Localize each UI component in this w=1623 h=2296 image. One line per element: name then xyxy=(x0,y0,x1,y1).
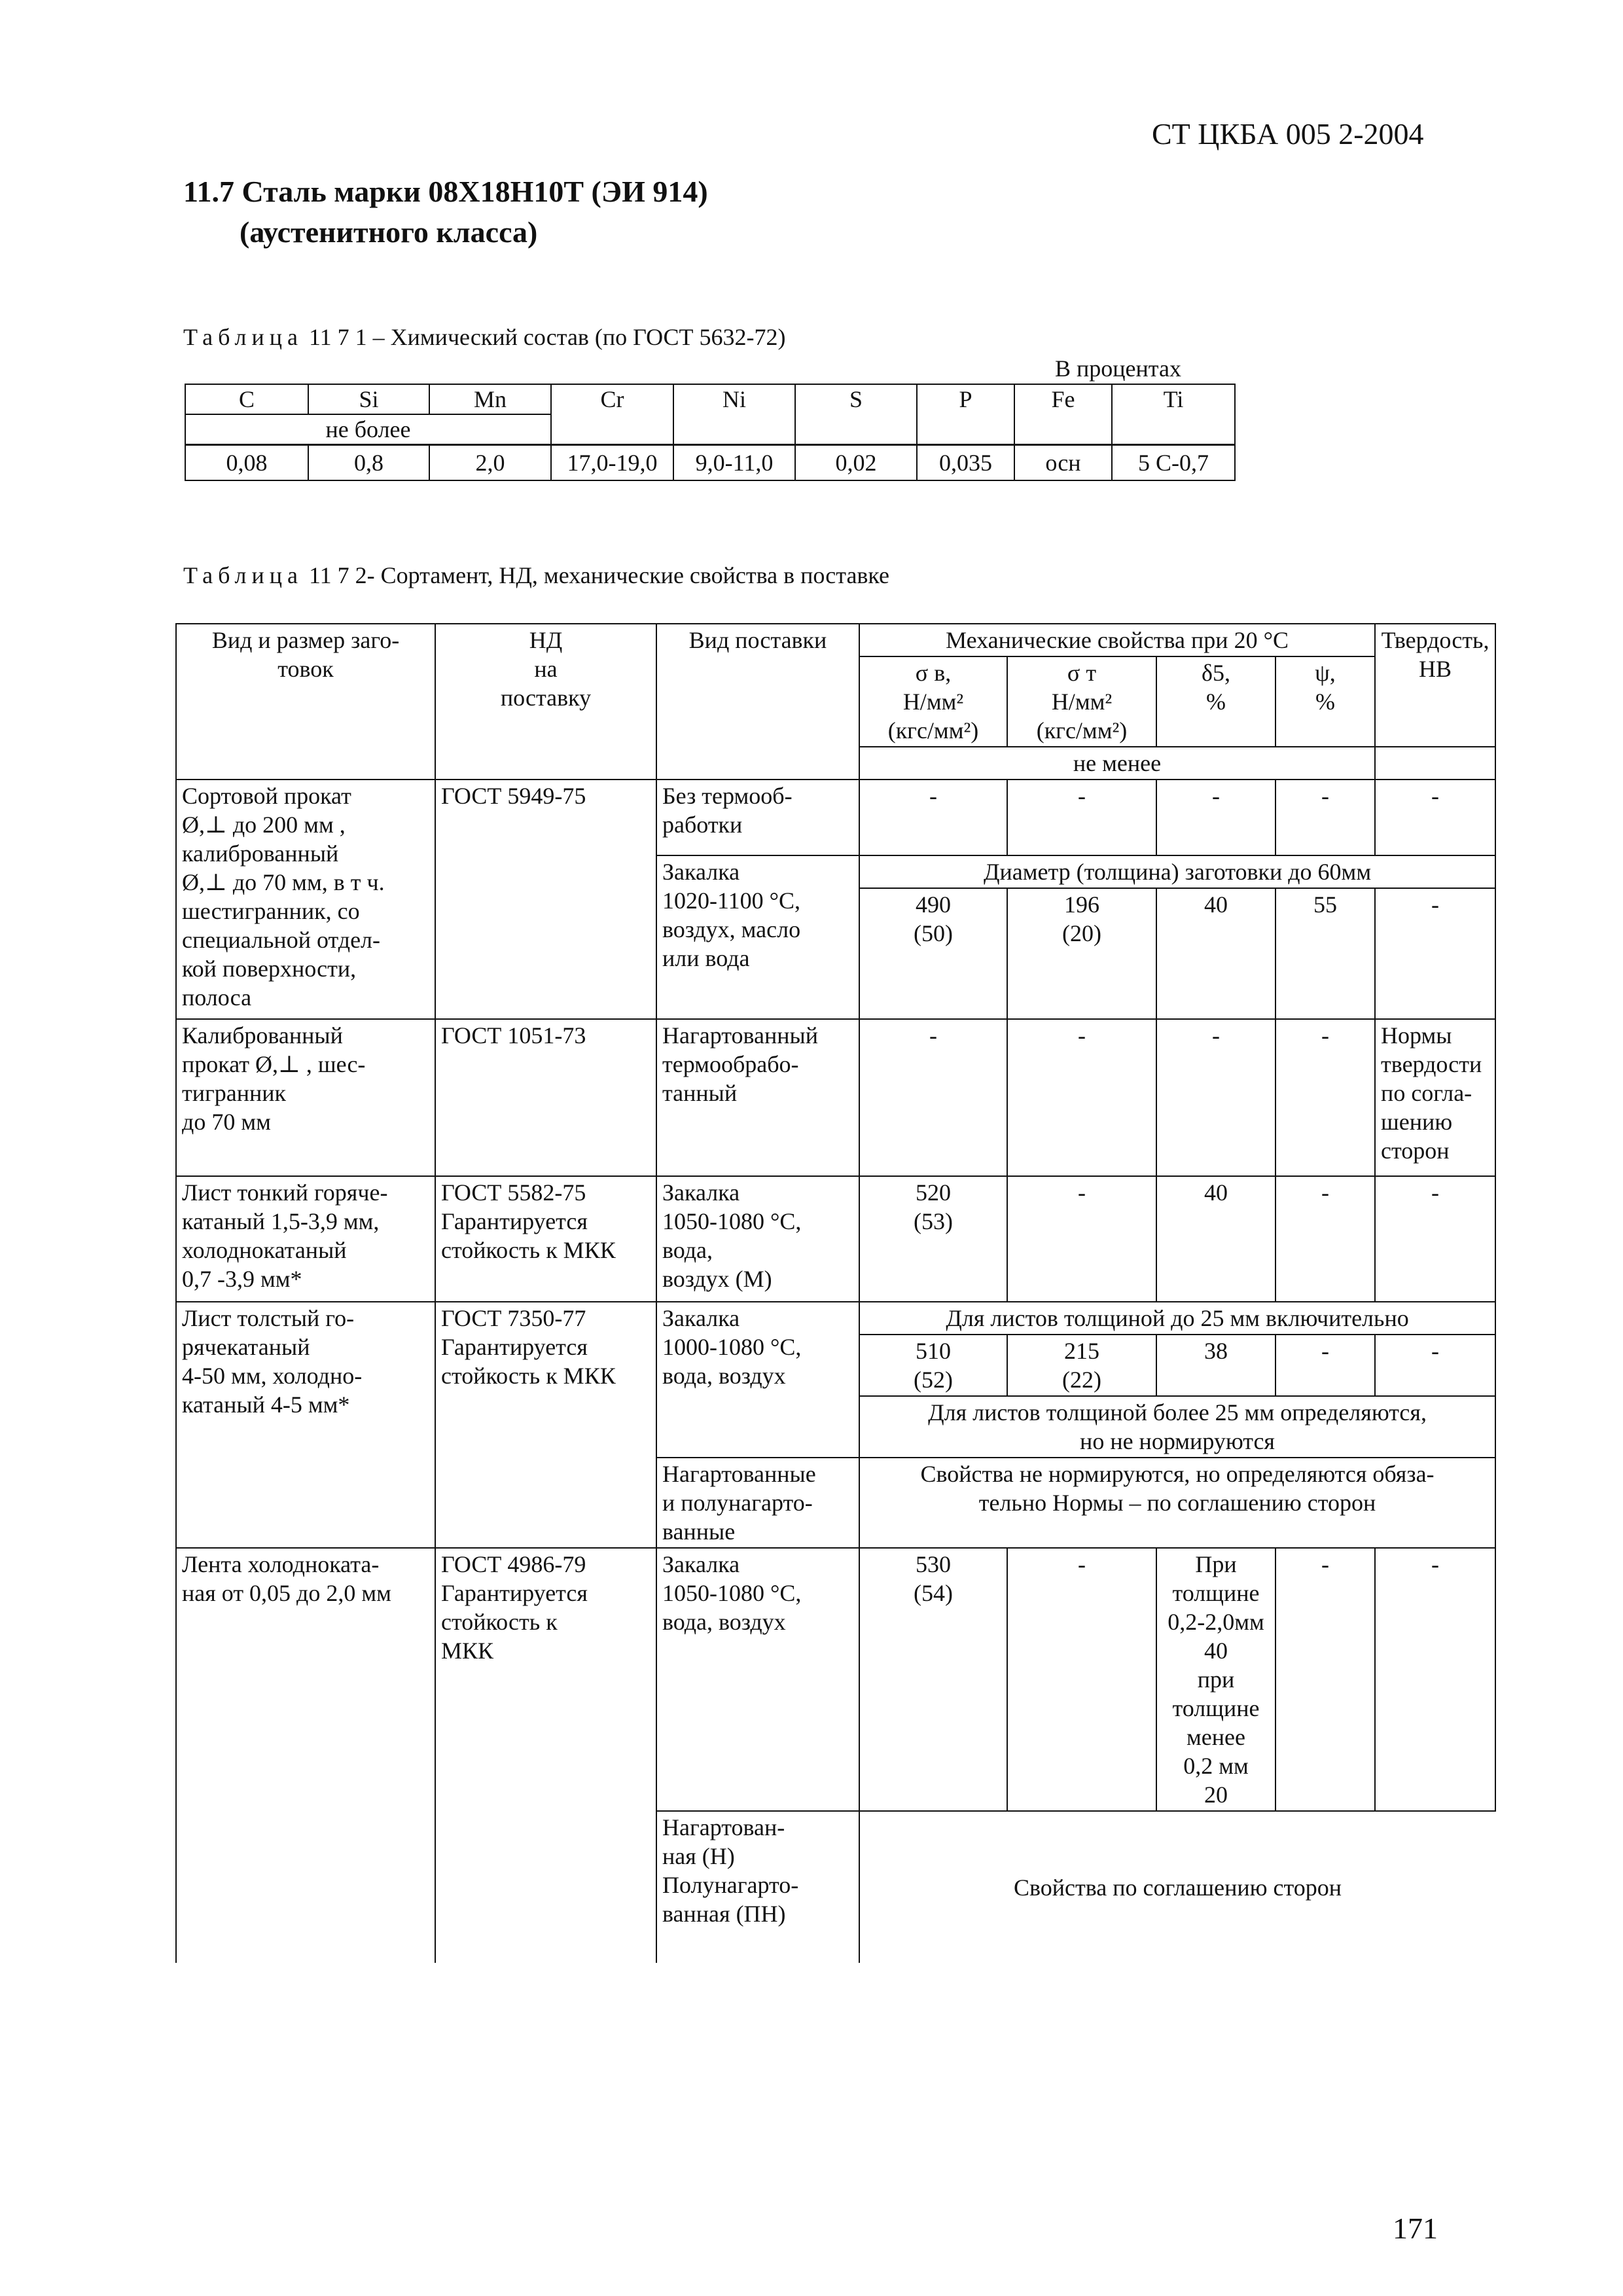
row5-hb: - xyxy=(1375,1548,1495,1811)
row1-d2-sigma-t xyxy=(1007,888,1156,1019)
cell-text: танный xyxy=(662,1080,738,1106)
cell-text: 4-50 мм, холодно- xyxy=(182,1363,363,1389)
row3-delivery xyxy=(656,1176,859,1302)
cell-text: специальной отдел- xyxy=(182,927,380,953)
cell-text: 1020-1100 °С, xyxy=(662,888,801,914)
row1-kind xyxy=(176,780,435,1019)
row4-delta: 38 xyxy=(1156,1335,1275,1396)
table1-col-header: S xyxy=(795,384,917,445)
table1-col-header: Cr xyxy=(551,384,673,445)
header-mech-props: Механические свойства при 20 °С xyxy=(859,624,1375,656)
row2-nd: ГОСТ 1051-73 xyxy=(435,1019,656,1176)
cell-text: 1000-1080 °С, xyxy=(662,1334,802,1360)
table1-col-header: Fe xyxy=(1014,384,1112,445)
cell-text: ная от 0,05 до 2,0 мм xyxy=(182,1580,391,1606)
cell-text: ГОСТ 7350-77 xyxy=(441,1305,586,1331)
cell-text: до 70 мм xyxy=(182,1109,271,1135)
cell-text: Ø,⊥ до 70 мм, в т ч. xyxy=(182,869,385,895)
table-row xyxy=(176,1548,1495,1811)
row5-delivery2 xyxy=(656,1811,859,1963)
row3-hb: - xyxy=(1375,1176,1495,1302)
cell-text: МКК xyxy=(441,1638,494,1664)
row3-delta: 40 xyxy=(1156,1176,1275,1302)
cell-text: 20 xyxy=(1204,1782,1228,1808)
section-title-line2: (аустенитного класса) xyxy=(240,215,538,249)
cell-text: полоса xyxy=(182,984,252,1011)
cell-text: вода, xyxy=(662,1237,713,1263)
table1-values-row xyxy=(185,445,1235,481)
table1-value: 0,02 xyxy=(795,445,917,481)
table1-value: 5 С-0,7 xyxy=(1112,445,1235,481)
row3-sigma-b xyxy=(859,1176,1007,1302)
header-text: (кгс/мм²) xyxy=(887,717,979,744)
cell-text: тигранник xyxy=(182,1080,287,1106)
header-delta xyxy=(1156,656,1275,747)
row4-thick-note xyxy=(859,1396,1495,1458)
row1-d2-hb: - xyxy=(1375,888,1495,1019)
cell-text: 196 xyxy=(1064,891,1099,918)
cell-text: кой поверхности, xyxy=(182,956,357,982)
table1-col-header: С xyxy=(185,384,308,414)
row1-d2-sigma-b xyxy=(859,888,1007,1019)
row5-sigma-b xyxy=(859,1548,1007,1811)
table1-caption-text: 11 7 1 – Химический состав (по ГОСТ 5632-72) xyxy=(302,324,786,350)
cell-text: ванная (ПН) xyxy=(662,1901,786,1927)
table1-col-header: Ni xyxy=(673,384,795,445)
cell-text: калиброванный xyxy=(182,840,339,867)
cell-text: воздух, масло xyxy=(662,916,801,942)
cell-text: воздух (М) xyxy=(662,1266,772,1292)
row1-psi: - xyxy=(1275,780,1375,855)
cell-text: ГОСТ 5582-75 xyxy=(441,1179,586,1206)
table1-unit: В процентах xyxy=(1055,355,1181,382)
page-number: 171 xyxy=(1393,2212,1438,2245)
table2-caption-text: 11 7 2- Сортамент, НД, механические свойства в поставке xyxy=(302,562,889,588)
cell-text: Сортовой прокат xyxy=(182,783,351,809)
document-code: СТ ЦКБА 005 2-2004 xyxy=(1152,117,1424,151)
header-empty xyxy=(1375,747,1495,780)
header-text: Н/мм² xyxy=(1051,689,1113,715)
cell-text: Свойства не нормируются, но определяются обяза- xyxy=(920,1461,1435,1487)
header-text: (кгс/мм²) xyxy=(1036,717,1128,744)
header-text: НД xyxy=(529,627,563,653)
cell-text: Закалка xyxy=(662,1551,740,1577)
cell-text: катаный 4-5 мм* xyxy=(182,1391,350,1418)
header-sigma-t xyxy=(1007,656,1156,747)
header-text: Твердость, xyxy=(1381,627,1489,653)
row4-delivery1 xyxy=(656,1302,859,1458)
cell-text: рячекатаный xyxy=(182,1334,310,1360)
row4-d2-note xyxy=(859,1458,1495,1548)
cell-text: стойкость к xyxy=(441,1609,558,1635)
table1-col-header: P xyxy=(917,384,1014,445)
cell-text: 1050-1080 °С, xyxy=(662,1208,802,1234)
header-text: σ т xyxy=(1067,660,1097,686)
table1-col-header: Si xyxy=(308,384,429,414)
header-text: σ в, xyxy=(915,660,952,686)
header-text: Вид и размер заго- xyxy=(211,627,400,653)
row4-nd xyxy=(435,1302,656,1548)
table-row xyxy=(176,1302,1495,1335)
table1-value: 17,0-19,0 xyxy=(551,445,673,481)
row4-span-note: Для листов толщиной до 25 мм включительно xyxy=(859,1302,1495,1335)
cell-text: Без термооб- xyxy=(662,783,793,809)
row1-hb: - xyxy=(1375,780,1495,855)
cell-text: Гарантируется xyxy=(441,1334,588,1360)
cell-text: (53) xyxy=(914,1208,953,1234)
row2-psi: - xyxy=(1275,1019,1375,1176)
row2-delta: - xyxy=(1156,1019,1275,1176)
cell-text: твердости xyxy=(1381,1051,1482,1077)
cell-text: 0,2 мм xyxy=(1183,1753,1249,1779)
cell-text: 510 xyxy=(916,1338,951,1364)
row2-hb xyxy=(1375,1019,1495,1176)
row2-kind xyxy=(176,1019,435,1176)
header-delivery: Вид поставки xyxy=(656,624,859,780)
table1-subheader: не более xyxy=(185,414,551,445)
cell-text: 0,2-2,0мм xyxy=(1168,1609,1264,1635)
cell-text: Нормы xyxy=(1381,1022,1452,1049)
row4-psi: - xyxy=(1275,1335,1375,1396)
row1-span-note: Диаметр (толщина) заготовки до 60мм xyxy=(859,855,1495,888)
cell-text: ванные xyxy=(662,1518,736,1545)
table-row xyxy=(176,1176,1495,1302)
cell-text: Гарантируется xyxy=(441,1580,588,1606)
cell-text: или вода xyxy=(662,945,750,971)
cell-text: (50) xyxy=(914,920,953,946)
cell-text: по согла- xyxy=(1381,1080,1472,1106)
header-blank-kind xyxy=(176,624,435,780)
cell-text: 530 xyxy=(916,1551,951,1577)
header-text: ψ, xyxy=(1315,660,1336,686)
cell-text: прокат Ø,⊥ , шес- xyxy=(182,1051,366,1077)
cell-text: работки xyxy=(662,812,743,838)
row4-delivery2 xyxy=(656,1458,859,1548)
section-title-line1: 11.7 Сталь марки 08Х18Н10Т (ЭИ 914) xyxy=(183,175,708,208)
cell-text: стойкость к МКК xyxy=(441,1363,616,1389)
cell-text: Лента холодноката- xyxy=(182,1551,380,1577)
row5-psi: - xyxy=(1275,1548,1375,1811)
cell-text: стойкость к МКК xyxy=(441,1237,616,1263)
table2-caption-word: Таблица xyxy=(183,562,303,588)
cell-text: При xyxy=(1195,1551,1237,1577)
cell-text: Гарантируется xyxy=(441,1208,588,1234)
cell-text: Полунагарто- xyxy=(662,1872,799,1898)
table2-caption xyxy=(183,562,889,589)
table1-col-header: Mn xyxy=(429,384,551,414)
row5-delivery1 xyxy=(656,1548,859,1811)
table2-header-row xyxy=(176,624,1495,656)
table1-caption xyxy=(183,323,786,351)
cell-text: но не нормируются xyxy=(1080,1428,1275,1454)
cell-text: ная (Н) xyxy=(662,1843,735,1869)
cell-text: вода, воздух xyxy=(662,1609,786,1635)
assortment-properties-table xyxy=(175,623,1496,1963)
cell-text: тельно Нормы – по соглашению сторон xyxy=(978,1490,1376,1516)
row1-d2-delta: 40 xyxy=(1156,888,1275,1019)
cell-text: Закалка xyxy=(662,859,740,885)
cell-text: Нагартован- xyxy=(662,1814,785,1840)
cell-text: 40 xyxy=(1204,1638,1228,1664)
row5-sigma-t: - xyxy=(1007,1548,1156,1811)
table1-header-row xyxy=(185,384,1235,414)
cell-text: 520 xyxy=(916,1179,951,1206)
row5-delta xyxy=(1156,1548,1275,1811)
cell-text: ГОСТ 4986-79 xyxy=(441,1551,586,1577)
header-sigma-b xyxy=(859,656,1007,747)
cell-text: 490 xyxy=(916,891,951,918)
table1-value: 0,035 xyxy=(917,445,1014,481)
cell-text: сторон xyxy=(1381,1138,1450,1164)
cell-text: Для листов толщиной более 25 мм определяются, xyxy=(928,1399,1427,1426)
cell-text: шению xyxy=(1381,1109,1453,1135)
row5-kind xyxy=(176,1548,435,1963)
cell-text: (54) xyxy=(914,1580,953,1606)
header-text: δ5, xyxy=(1202,660,1230,686)
row2-sigma-b: - xyxy=(859,1019,1007,1176)
chemical-composition-table xyxy=(185,384,1236,481)
cell-text: 0,7 -3,9 мм* xyxy=(182,1266,302,1292)
header-text: НВ xyxy=(1419,656,1452,682)
cell-text: Ø,⊥ до 200 мм , xyxy=(182,812,346,838)
cell-text: 215 xyxy=(1064,1338,1099,1364)
cell-text: толщине xyxy=(1172,1695,1260,1721)
header-text: поставку xyxy=(500,685,592,711)
header-psi xyxy=(1275,656,1375,747)
row1-delivery2 xyxy=(656,855,859,1019)
header-text: Н/мм² xyxy=(902,689,964,715)
table-row xyxy=(176,780,1495,855)
cell-text: катаный 1,5-3,9 мм, xyxy=(182,1208,380,1234)
row3-psi: - xyxy=(1275,1176,1375,1302)
cell-text: (22) xyxy=(1062,1367,1101,1393)
cell-text: при xyxy=(1197,1666,1235,1693)
row4-sigma-b xyxy=(859,1335,1007,1396)
table1-value: 0,8 xyxy=(308,445,429,481)
cell-text: вода, воздух xyxy=(662,1363,786,1389)
cell-text: Лист тонкий горяче- xyxy=(182,1179,388,1206)
header-text: на xyxy=(534,656,558,682)
cell-text: шестигранник, со xyxy=(182,898,360,924)
cell-text: и полунагарто- xyxy=(662,1490,813,1516)
cell-text: толщине xyxy=(1172,1580,1260,1606)
header-nd xyxy=(435,624,656,780)
row1-delivery1 xyxy=(656,780,859,855)
cell-text: термообрабо- xyxy=(662,1051,799,1077)
table1-value: осн xyxy=(1014,445,1112,481)
table1-value: 9,0-11,0 xyxy=(673,445,795,481)
cell-text: (52) xyxy=(914,1367,953,1393)
header-hardness xyxy=(1375,624,1495,747)
row4-hb: - xyxy=(1375,1335,1495,1396)
row1-sigma-t: - xyxy=(1007,780,1156,855)
row5-d2-note: Свойства по соглашению сторон xyxy=(859,1811,1495,1963)
cell-text: холоднокатаный xyxy=(182,1237,347,1263)
row3-sigma-t: - xyxy=(1007,1176,1156,1302)
row2-delivery xyxy=(656,1019,859,1176)
cell-text: Закалка xyxy=(662,1179,740,1206)
table1-col-header: Ti xyxy=(1112,384,1235,445)
row2-sigma-t: - xyxy=(1007,1019,1156,1176)
table1-value: 0,08 xyxy=(185,445,308,481)
cell-text: Закалка xyxy=(662,1305,740,1331)
table1-value: 2,0 xyxy=(429,445,551,481)
row3-kind xyxy=(176,1176,435,1302)
cell-text: 1050-1080 °С, xyxy=(662,1580,802,1606)
cell-text: Калиброванный xyxy=(182,1022,343,1049)
header-text: % xyxy=(1206,689,1226,715)
header-text: товок xyxy=(277,656,334,682)
row5-nd xyxy=(435,1548,656,1963)
cell-text: Нагартованные xyxy=(662,1461,816,1487)
row1-delta: - xyxy=(1156,780,1275,855)
cell-text: Нагартованный xyxy=(662,1022,818,1049)
table1-caption-word: Таблица xyxy=(183,324,303,350)
header-text: % xyxy=(1315,689,1336,715)
row1-nd: ГОСТ 5949-75 xyxy=(435,780,656,1019)
cell-text: (20) xyxy=(1062,920,1101,946)
cell-text: менее xyxy=(1186,1724,1245,1750)
header-min: не менее xyxy=(859,747,1375,780)
row4-kind xyxy=(176,1302,435,1548)
row1-sigma-b: - xyxy=(859,780,1007,855)
section-title xyxy=(183,171,708,253)
table-row xyxy=(176,1019,1495,1176)
cell-text: Лист толстый го- xyxy=(182,1305,355,1331)
row3-nd xyxy=(435,1176,656,1302)
row1-d2-psi: 55 xyxy=(1275,888,1375,1019)
row4-sigma-t xyxy=(1007,1335,1156,1396)
